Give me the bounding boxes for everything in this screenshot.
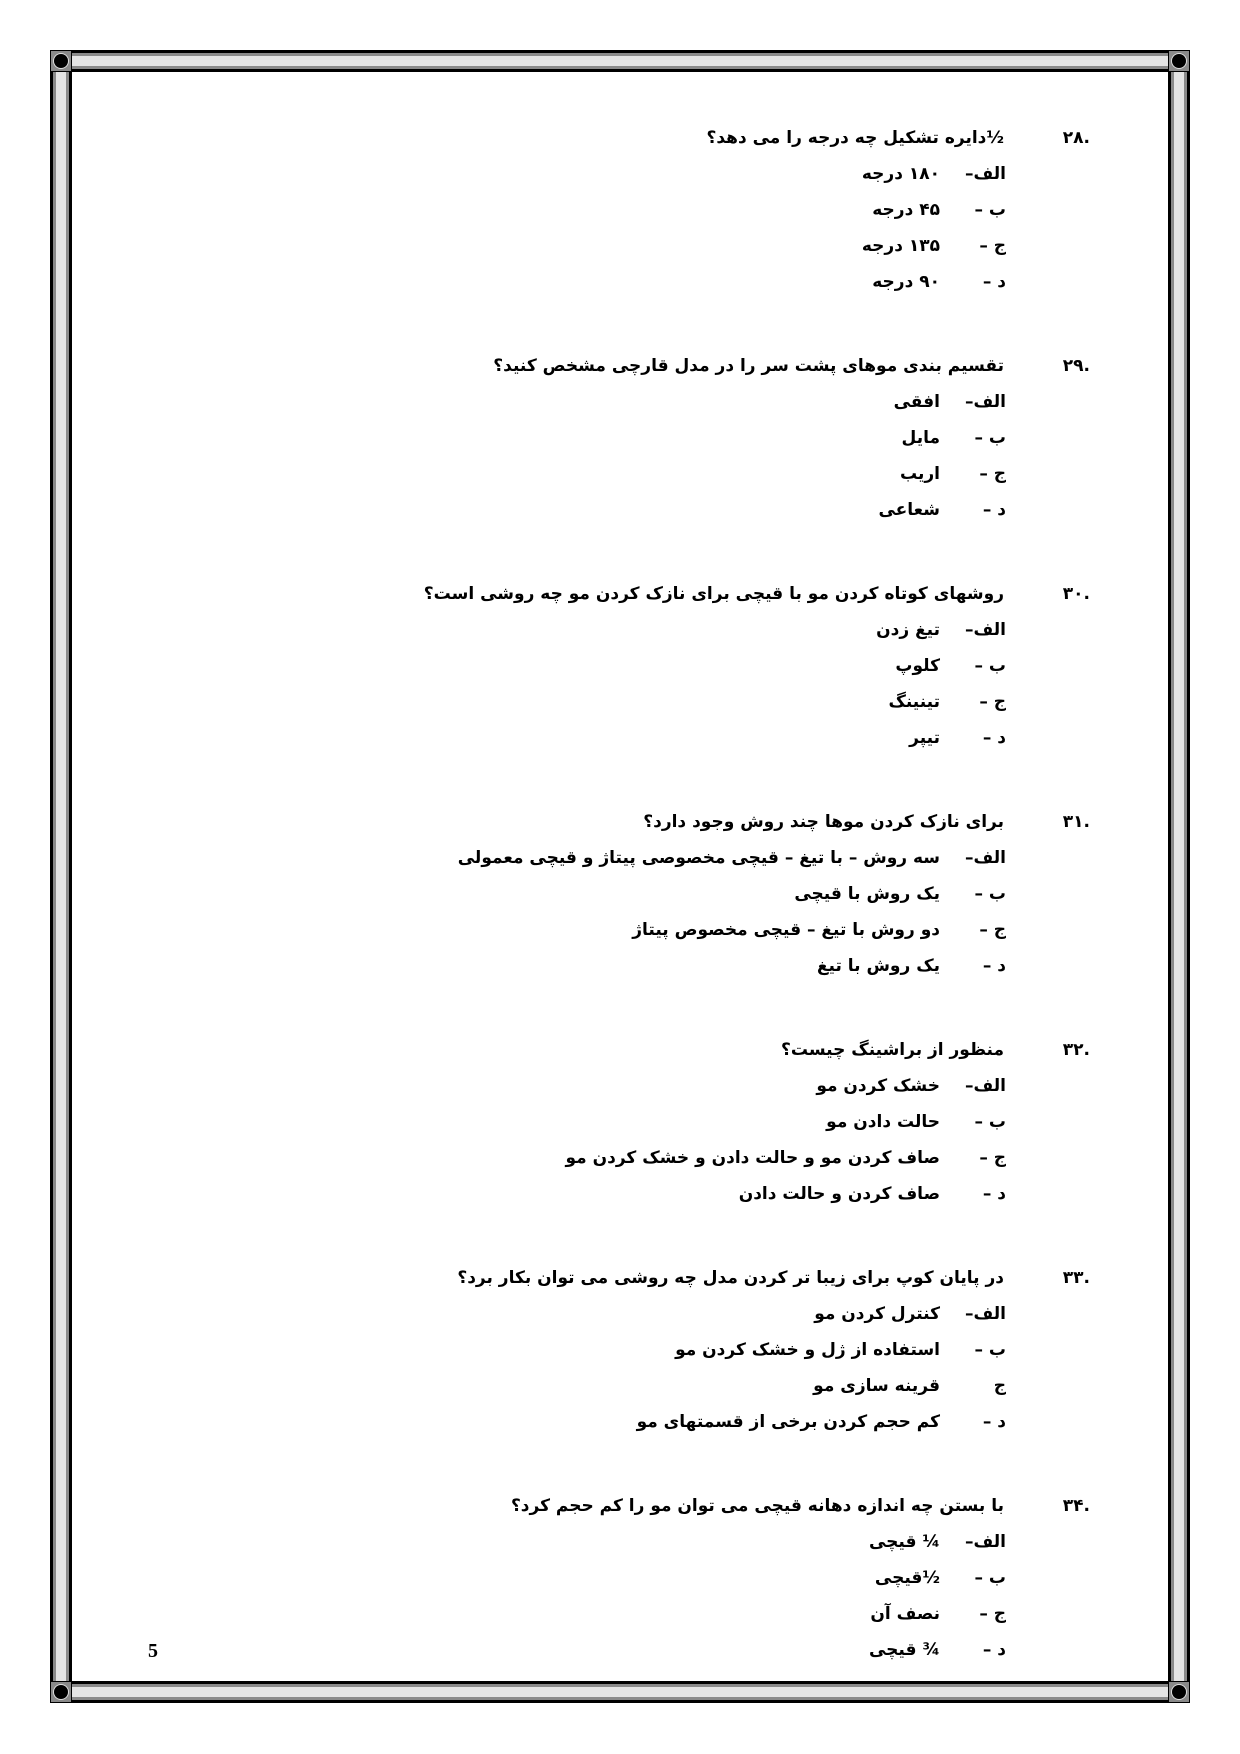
frame-right-border bbox=[1168, 50, 1190, 1703]
option-text: اریب bbox=[900, 464, 940, 484]
option-label: ب – bbox=[974, 656, 1006, 676]
question-line bbox=[100, 812, 1090, 848]
frame-left-border bbox=[50, 50, 72, 1703]
option-be bbox=[100, 200, 1090, 236]
option-text: شعاعی bbox=[878, 500, 940, 520]
option-label: الف– bbox=[965, 1532, 1006, 1552]
option-alef bbox=[100, 164, 1090, 200]
option-label: ج – bbox=[979, 1148, 1006, 1168]
question-text: برای نازک کردن موها چند روش وجود دارد؟ bbox=[643, 812, 1004, 832]
option-label: ج – bbox=[979, 692, 1006, 712]
option-text: ۹۰ درجه bbox=[872, 272, 940, 292]
question-line bbox=[100, 128, 1090, 164]
option-text: دو روش با تیغ – قیچی مخصوص پیتاژ bbox=[632, 920, 940, 940]
option-text: کنترل کردن مو bbox=[814, 1304, 940, 1324]
question-number: .۳۳ bbox=[1062, 1268, 1090, 1288]
option-dal bbox=[100, 728, 1090, 764]
question-list bbox=[100, 128, 1090, 1676]
option-text: سه روش – با تیغ – قیچی مخصوصی پیتاژ و قیچی معمولی bbox=[457, 848, 940, 868]
option-be bbox=[100, 1568, 1090, 1604]
option-label: د – bbox=[982, 1184, 1006, 1204]
option-text: صاف کردن و حالت دادن bbox=[738, 1184, 940, 1204]
option-text: کلوپ bbox=[895, 656, 940, 676]
question-text: تقسیم بندی موهای پشت سر را در مدل قارچی مشخص کنید؟ bbox=[493, 356, 1004, 376]
option-alef bbox=[100, 1532, 1090, 1568]
option-text: نصف آن bbox=[870, 1604, 940, 1624]
question-text: در پایان کوپ برای زیبا تر کردن مدل چه روشی می توان بکار برد؟ bbox=[457, 1268, 1004, 1288]
page-number: 5 bbox=[148, 1640, 158, 1662]
option-text: کم حجم کردن برخی از قسمتهای مو bbox=[636, 1412, 940, 1432]
option-be bbox=[100, 1112, 1090, 1148]
option-jim bbox=[100, 236, 1090, 272]
question-32 bbox=[100, 1040, 1090, 1220]
option-text: ¼ قیچی bbox=[868, 1532, 940, 1552]
option-text: صاف کردن مو و حالت دادن و خشک کردن مو bbox=[565, 1148, 940, 1168]
option-dal bbox=[100, 1640, 1090, 1676]
option-label: الف– bbox=[965, 1304, 1006, 1324]
option-text: استفاده از ژل و خشک کردن مو bbox=[675, 1340, 940, 1360]
frame-corner-circle-icon bbox=[1168, 50, 1190, 72]
option-dal bbox=[100, 1184, 1090, 1220]
question-31 bbox=[100, 812, 1090, 992]
option-jim bbox=[100, 1148, 1090, 1184]
question-29 bbox=[100, 356, 1090, 536]
option-label: ج bbox=[993, 1376, 1006, 1396]
option-label: الف– bbox=[965, 620, 1006, 640]
option-label: د – bbox=[982, 500, 1006, 520]
question-30 bbox=[100, 584, 1090, 764]
option-jim bbox=[100, 1376, 1090, 1412]
option-jim bbox=[100, 692, 1090, 728]
option-text: تیپر bbox=[909, 728, 940, 748]
option-text: تیغ زدن bbox=[876, 620, 940, 640]
option-alef bbox=[100, 1076, 1090, 1112]
option-dal bbox=[100, 500, 1090, 536]
option-label: ج – bbox=[979, 1604, 1006, 1624]
question-line bbox=[100, 356, 1090, 392]
option-label: الف– bbox=[965, 1076, 1006, 1096]
question-number: .۳۲ bbox=[1062, 1040, 1090, 1060]
option-text: مایل bbox=[901, 428, 940, 448]
question-line bbox=[100, 1496, 1090, 1532]
option-be bbox=[100, 656, 1090, 692]
option-be bbox=[100, 1340, 1090, 1376]
frame-bottom-border bbox=[50, 1681, 1190, 1703]
question-text: با بستن چه اندازه دهانه قیچی می توان مو را کم حجم کرد؟ bbox=[510, 1496, 1004, 1516]
option-text: ۴۵ درجه bbox=[872, 200, 940, 220]
option-label: الف– bbox=[965, 164, 1006, 184]
option-dal bbox=[100, 1412, 1090, 1448]
option-label: ب – bbox=[974, 1568, 1006, 1588]
option-text: خشک کردن مو bbox=[816, 1076, 940, 1096]
option-label: ب – bbox=[974, 1340, 1006, 1360]
option-text: افقی bbox=[893, 392, 940, 412]
option-jim bbox=[100, 920, 1090, 956]
frame-top-border bbox=[50, 50, 1190, 72]
frame-corner-circle-icon bbox=[50, 50, 72, 72]
question-number: .۲۹ bbox=[1062, 356, 1090, 376]
option-label: ب – bbox=[974, 428, 1006, 448]
option-jim bbox=[100, 1604, 1090, 1640]
option-label: د – bbox=[982, 272, 1006, 292]
option-label: ب – bbox=[974, 884, 1006, 904]
option-be bbox=[100, 428, 1090, 464]
frame-corner-circle-icon bbox=[50, 1681, 72, 1703]
question-number: .۳۴ bbox=[1062, 1496, 1090, 1516]
option-text: قرینه سازی مو bbox=[813, 1376, 940, 1396]
option-be bbox=[100, 884, 1090, 920]
question-line bbox=[100, 1268, 1090, 1304]
option-text: حالت دادن مو bbox=[826, 1112, 940, 1132]
option-alef bbox=[100, 1304, 1090, 1340]
option-text: ۱۸۰ درجه bbox=[861, 164, 940, 184]
question-line bbox=[100, 1040, 1090, 1076]
option-label: د – bbox=[982, 956, 1006, 976]
option-label: ج – bbox=[979, 920, 1006, 940]
option-label: ب – bbox=[974, 200, 1006, 220]
question-line bbox=[100, 584, 1090, 620]
option-label: الف– bbox=[965, 848, 1006, 868]
question-number: .۲۸ bbox=[1062, 128, 1090, 148]
option-text: ۱۳۵ درجه bbox=[861, 236, 940, 256]
option-label: ج – bbox=[979, 464, 1006, 484]
question-33 bbox=[100, 1268, 1090, 1448]
option-label: د – bbox=[982, 1640, 1006, 1660]
option-label: الف– bbox=[965, 392, 1006, 412]
option-label: ج – bbox=[979, 236, 1006, 256]
option-text: ¾ قیچی bbox=[868, 1640, 940, 1660]
option-dal bbox=[100, 272, 1090, 308]
option-label: د – bbox=[982, 1412, 1006, 1432]
option-text: ½قیچی bbox=[874, 1568, 940, 1588]
option-alef bbox=[100, 392, 1090, 428]
question-34 bbox=[100, 1496, 1090, 1676]
option-label: ب – bbox=[974, 1112, 1006, 1132]
option-text: یک روش با تیغ bbox=[816, 956, 940, 976]
question-28 bbox=[100, 128, 1090, 308]
option-text: یک روش با قیچی bbox=[794, 884, 940, 904]
option-dal bbox=[100, 956, 1090, 992]
question-text: منظور از براشینگ چیست؟ bbox=[781, 1040, 1004, 1060]
question-text: ½دایره تشکیل چه درجه را می دهد؟ bbox=[706, 128, 1004, 148]
option-text: تینینگ bbox=[888, 692, 940, 712]
question-number: .۳۱ bbox=[1062, 812, 1090, 832]
question-text: روشهای کوتاه کردن مو با قیچی برای نازک کردن مو چه روشی است؟ bbox=[423, 584, 1004, 604]
option-alef bbox=[100, 848, 1090, 884]
option-jim bbox=[100, 464, 1090, 500]
question-number: .۳۰ bbox=[1062, 584, 1090, 604]
frame-corner-circle-icon bbox=[1168, 1681, 1190, 1703]
option-label: د – bbox=[982, 728, 1006, 748]
option-alef bbox=[100, 620, 1090, 656]
